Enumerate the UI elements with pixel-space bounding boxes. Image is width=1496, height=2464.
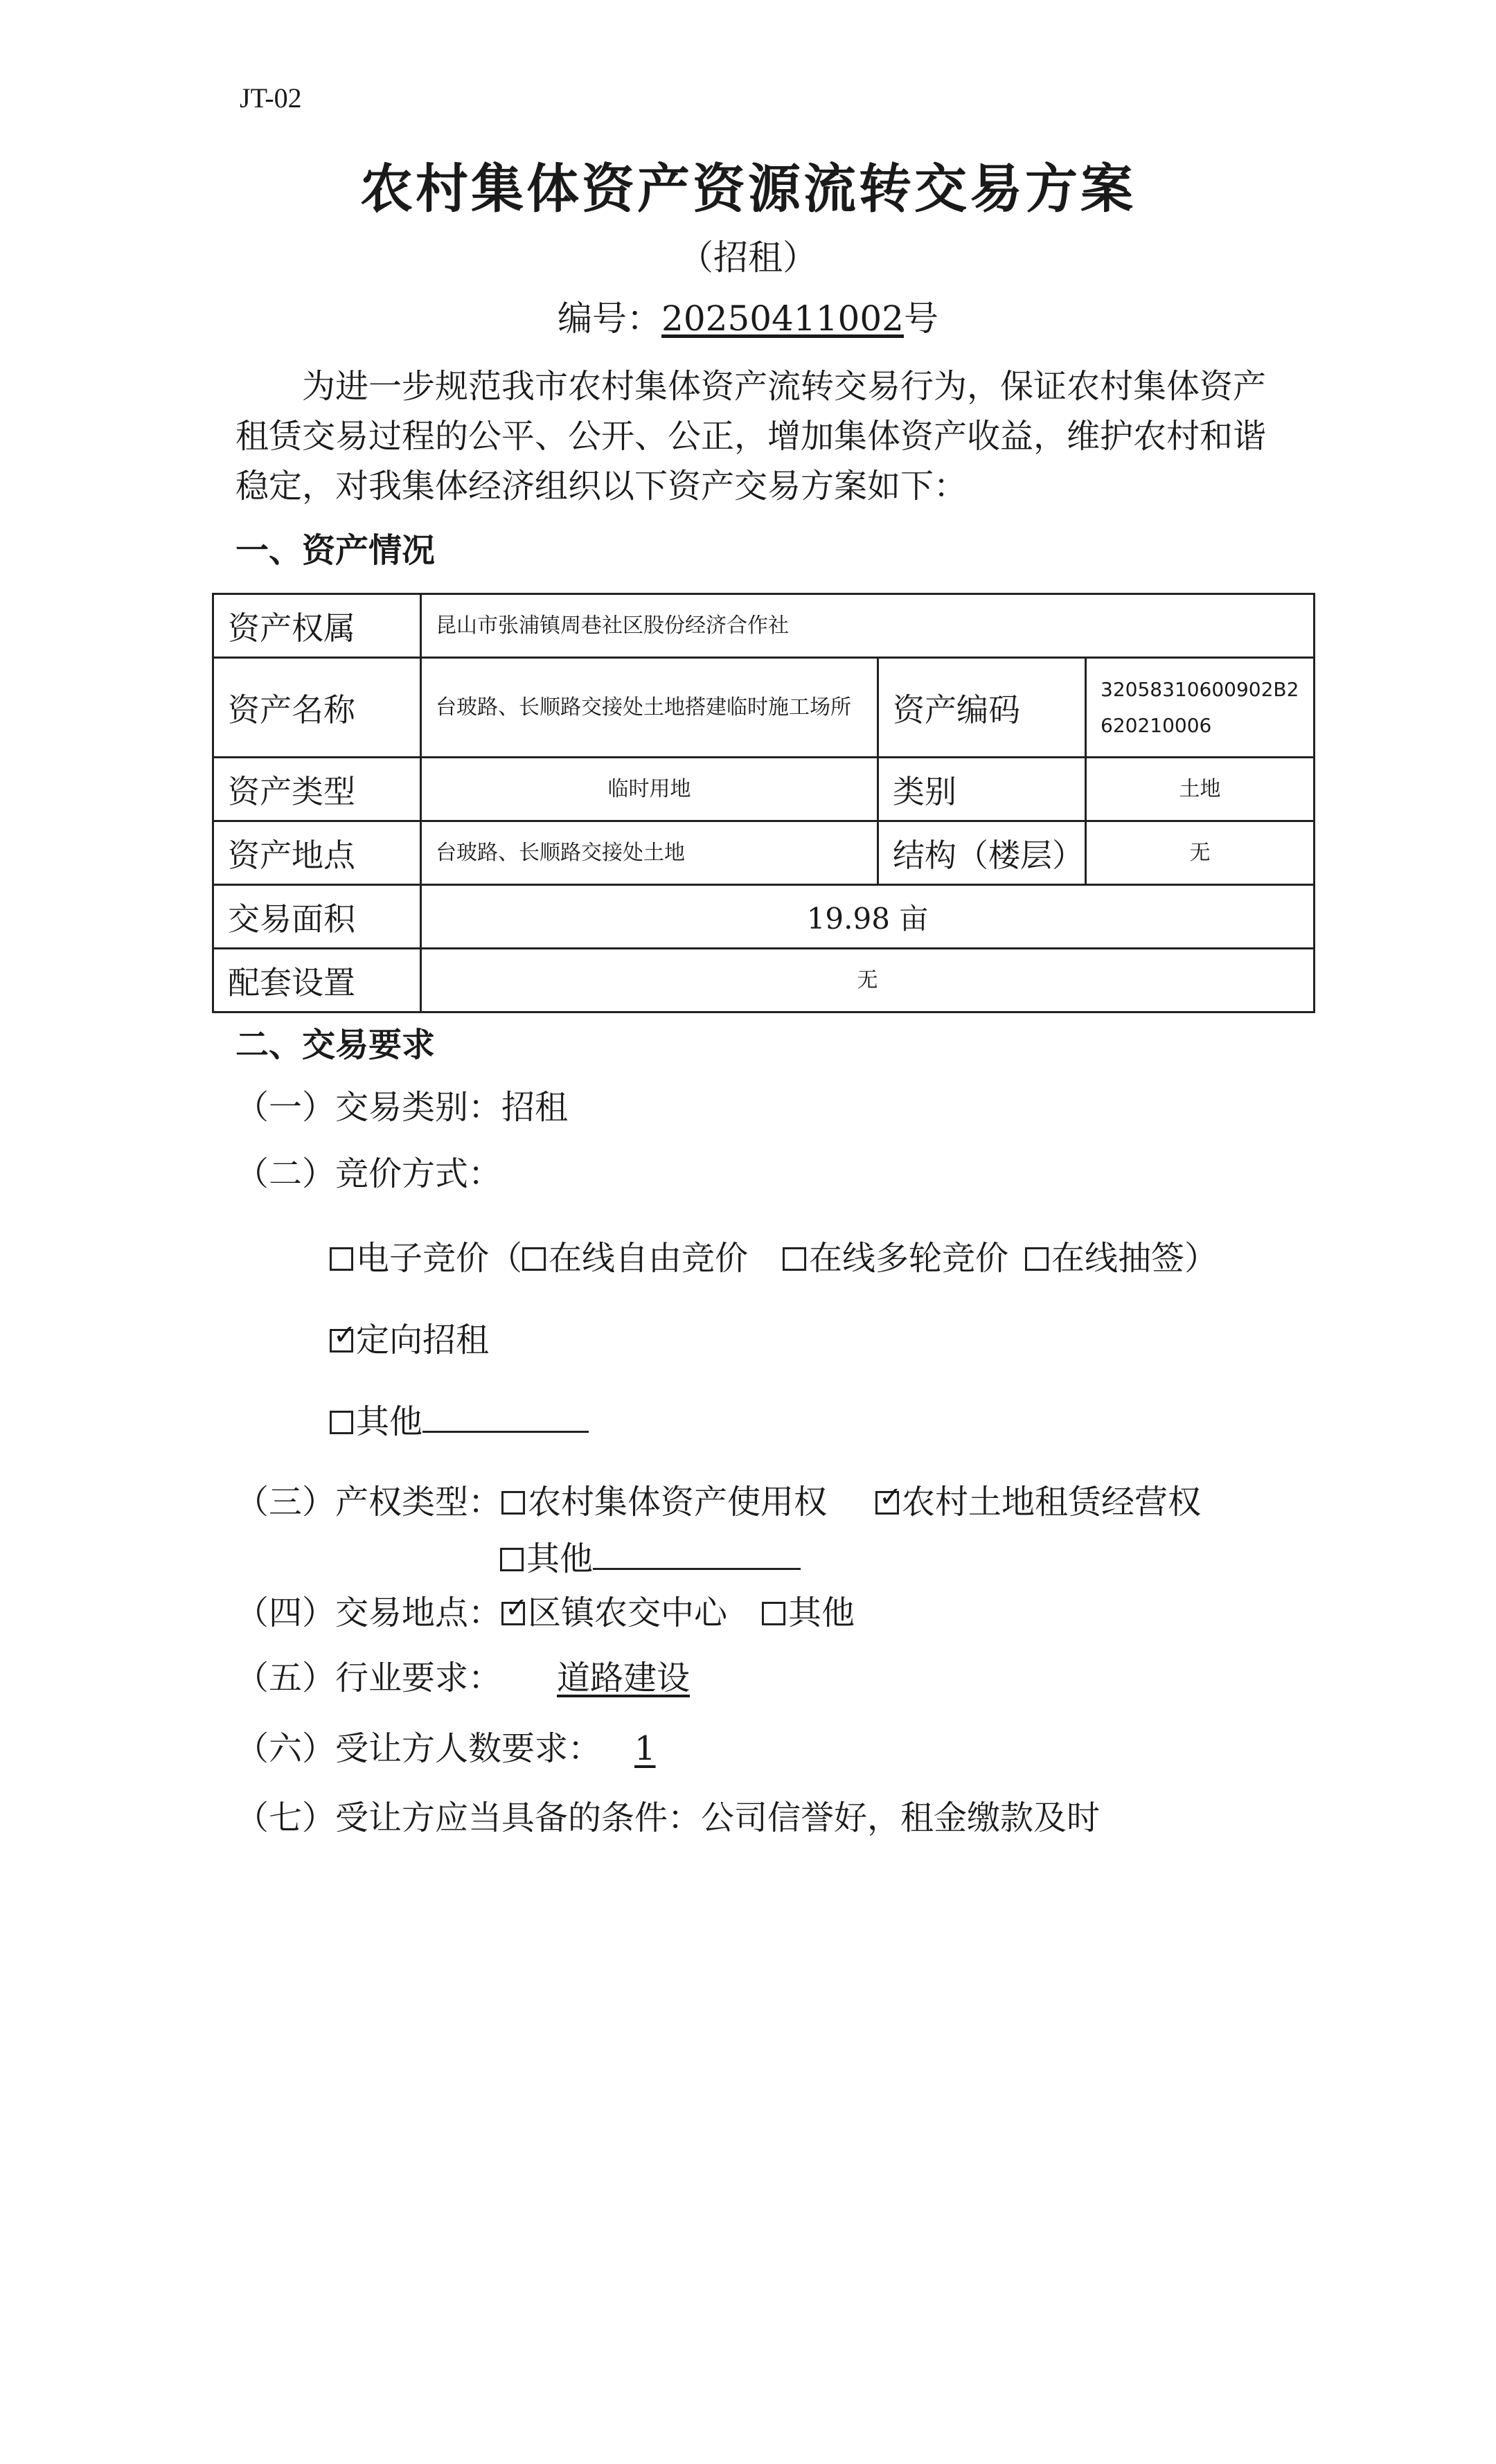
- place-other-label: 其他: [788, 1593, 855, 1632]
- name-value: 台玻路、长顺路交接处土地搭建临时施工场所: [421, 658, 878, 758]
- asset-table: [212, 593, 1315, 1013]
- document-number: [0, 291, 1496, 341]
- req-industry: [235, 1651, 693, 1699]
- table-row: [213, 758, 1315, 821]
- number-value: 20250411002: [661, 298, 904, 339]
- transferee-count-label: （六）受让方人数要求：: [235, 1729, 602, 1768]
- category-label: 类别: [878, 758, 1086, 821]
- req-trade-place: [235, 1586, 855, 1634]
- right-other-label: 其他: [526, 1539, 594, 1578]
- right-lease-label: 农村土地租赁经营权: [902, 1483, 1202, 1521]
- req-transferee-count: [235, 1722, 684, 1769]
- industry-label: （五）行业要求：: [235, 1659, 502, 1697]
- type-value: 临时用地: [421, 758, 878, 821]
- bid-directed-row: [330, 1313, 489, 1361]
- facility-value: 无: [421, 949, 1315, 1012]
- owner-label: 资产权属: [213, 594, 421, 658]
- number-suffix: 号: [903, 298, 938, 339]
- right-other-blank[interactable]: [593, 1568, 801, 1570]
- owner-value: 昆山市张浦镇周巷社区股份经济合作社: [421, 594, 1315, 658]
- req-bid-method: （二）竞价方式：: [235, 1154, 502, 1193]
- checkbox-place-center[interactable]: [501, 1602, 525, 1625]
- checkbox-online-multi[interactable]: [783, 1247, 806, 1271]
- structure-label: 结构（楼层）: [878, 821, 1086, 885]
- checkbox-online-draw[interactable]: [1025, 1247, 1049, 1271]
- document-title: 农村集体资产资源流转交易方案: [360, 158, 1136, 220]
- checkbox-electronic[interactable]: [330, 1247, 353, 1271]
- right-type-label: （三）产权类型：: [235, 1483, 502, 1521]
- number-prefix: 编号：: [558, 298, 662, 339]
- right-use-label: 农村集体资产使用权: [528, 1483, 828, 1521]
- table-row: [213, 821, 1315, 885]
- checkbox-right-lease[interactable]: [875, 1491, 899, 1515]
- industry-value: 道路建设: [557, 1659, 691, 1697]
- name-label: 资产名称: [213, 658, 421, 758]
- code-value: 32058310600902B2620210006: [1086, 658, 1315, 758]
- location-label: 资产地点: [213, 821, 421, 885]
- section-heading-requirements: 二、交易要求: [235, 1026, 436, 1064]
- document-code: JT-02: [240, 82, 302, 114]
- document-subtitle: （招租）: [679, 238, 817, 278]
- req-transferee-conditions: （七）受让方应当具备的条件：公司信誉好，租金缴款及时: [235, 1798, 1101, 1837]
- category-value: 土地: [1086, 758, 1315, 821]
- req-right-type: [235, 1475, 1201, 1523]
- req-trade-type: （一）交易类别：招租: [235, 1088, 569, 1127]
- area-label: 交易面积: [213, 885, 421, 949]
- structure-value: 无: [1086, 821, 1315, 885]
- type-label: 资产类型: [213, 758, 421, 821]
- bid-electronic-label: 电子竞价（: [356, 1239, 523, 1278]
- transferee-count-value: 1: [634, 1729, 656, 1768]
- bid-other-blank[interactable]: [422, 1431, 589, 1433]
- intro-line: 租赁交易过程的公平、公开、公正，增加集体资产收益，维护农村和谐: [235, 417, 1267, 456]
- checkbox-place-other[interactable]: [762, 1602, 785, 1625]
- checkbox-online-free[interactable]: [522, 1247, 546, 1271]
- bid-online-draw-label: 在线抽签）: [1051, 1239, 1218, 1278]
- facility-label: 配套设置: [213, 949, 421, 1012]
- bid-directed-label: 定向招租: [356, 1321, 490, 1359]
- checkbox-bid-other[interactable]: [330, 1411, 353, 1434]
- place-center-label: 区镇农交中心: [528, 1593, 728, 1632]
- bid-other-label: 其他: [356, 1402, 423, 1441]
- bid-options-row: [330, 1231, 1218, 1279]
- checkbox-right-use[interactable]: [501, 1491, 525, 1515]
- checkbox-right-other[interactable]: [500, 1548, 524, 1571]
- intro-line: 稳定，对我集体经济组织以下资产交易方案如下：: [235, 467, 968, 506]
- bid-online-multi-label: 在线多轮竞价: [809, 1239, 1009, 1278]
- bid-online-free-label: 在线自由竞价: [549, 1239, 749, 1278]
- table-row: [213, 658, 1315, 758]
- right-other-row: [500, 1532, 801, 1580]
- code-label: 资产编码: [878, 658, 1086, 758]
- table-row: [213, 885, 1315, 949]
- bid-other-row: [330, 1395, 589, 1443]
- area-value: 19.98 亩: [421, 885, 1315, 949]
- intro-line: 为进一步规范我市农村集体资产流转交易行为，保证农村集体资产: [302, 367, 1267, 406]
- table-row: [213, 949, 1315, 1012]
- trade-place-label: （四）交易地点：: [235, 1593, 502, 1632]
- section-heading-assets: 一、资产情况: [235, 531, 436, 570]
- location-value: 台玻路、长顺路交接处土地: [421, 821, 878, 885]
- checkbox-directed[interactable]: [330, 1329, 353, 1352]
- table-row: [213, 594, 1315, 658]
- intro-paragraph: [235, 361, 1302, 511]
